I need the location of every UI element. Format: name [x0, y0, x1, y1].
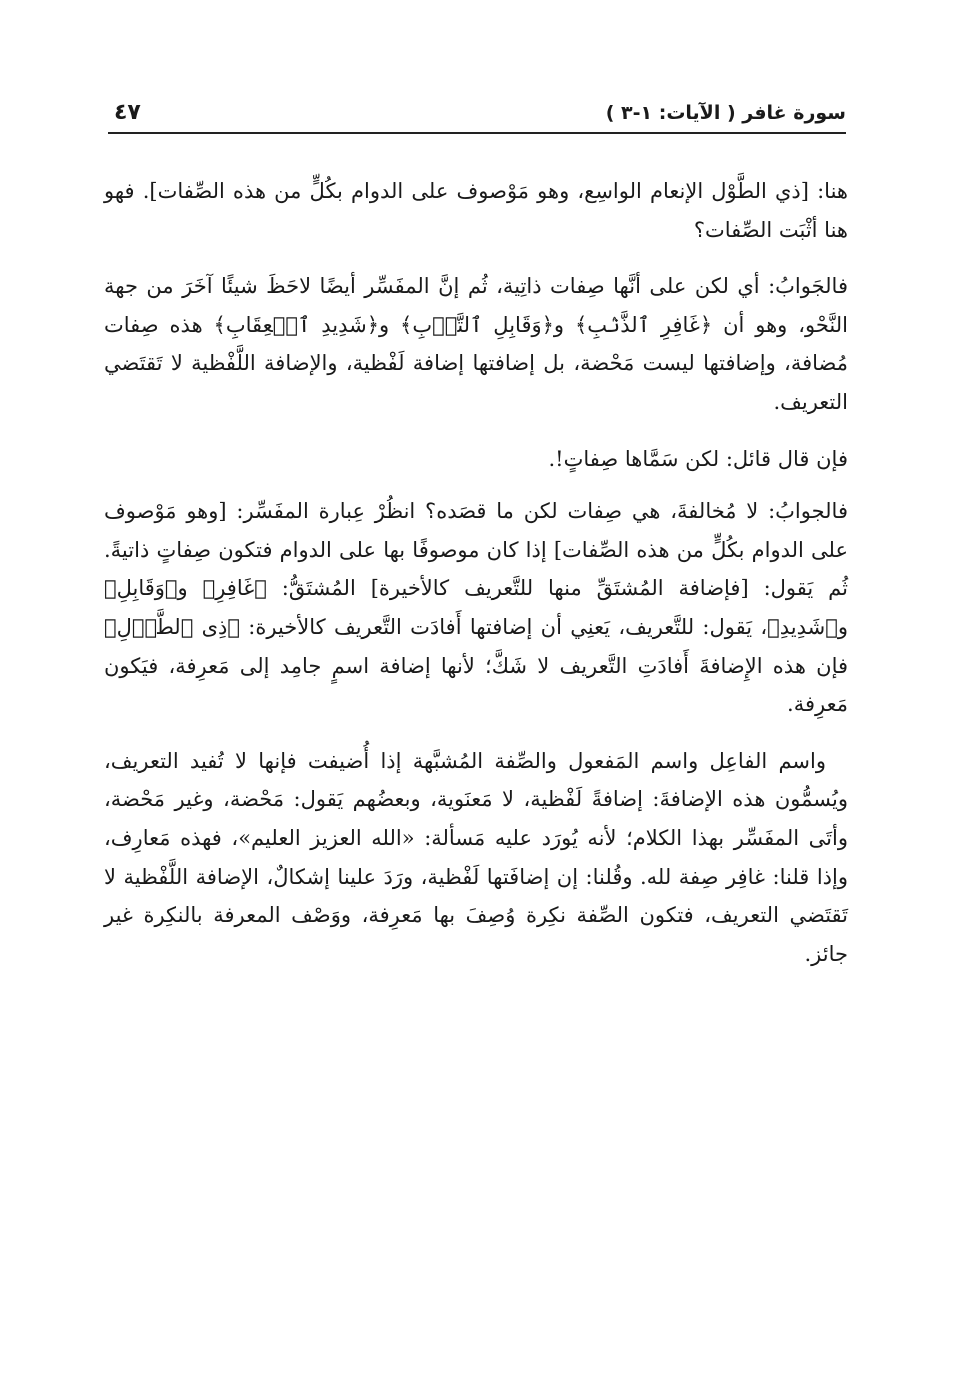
paragraph: فإن قال قائل: لكن سَمَّاها صِفاتٍ!. [548, 446, 848, 471]
paragraph: فالجوابُ: لا مُخالفةَ، هي صِفات لكن ما قصَده؟ انظُرْ عِبارة المفَسِّر: [وهو مَوْصوف على الدوام بكُلٍّ من هذه الصِّفات] إذا كان موصوفًا بها على الدوام فتكون صِفاتٍ ذاتيةً. ثُم يَقول: [فإضافة المُشتَقِّ منها للتَّعريف كالأخيرة] المُشتَقُّ: ﴿غَافِرِ﴾ و﴿وَقَابِلِ﴾ و﴿شَدِيدِ﴾، يَقول: للتَّعريف، يَعنِي أن إضافتها أَفادَت التَّعريف كالأخيرة: ﴿ذِى ٱلطَّوۡلِ﴾ فإن هذه الإِضافةَ أَفادَتِ التَّعريف لا شَكَّ؛ لأنها إضافة اسمٍ جامِد إلى مَعرِفة، فيَكون مَعرِفة. [104, 499, 848, 717]
body-text [104, 172, 848, 973]
paragraph: هنا: [ذي الطَّوْل الإنعام الواسِع، وهو مَوْصوف على الدوام بكُلٍّ من هذه الصِّفات]. فهو هنا أثْبَت الصِّفات؟ [104, 179, 848, 242]
running-header [108, 100, 846, 134]
paragraph: واسم الفاعِل واسم المَفعول والصِّفة المُشبَّهة إذا أُضيفت فإنها لا تُفيد التعريف، ويُسمُّون هذه الإضافةَ: إضافةً لَفْظية، لا مَعنَوية، وبعضُهم يَقول: مَحْضة، وغير مَحْضة، وأتَى المفَسِّر بهذا الكلام؛ لأنه يُورَد عليه مَسألة: «الله العزيز العليم»، فهذه مَعارِف، وإذا قلنا: غافِر صِفة لله. وقُلنا: إن إضافَتها لَفْظية، ورَدَ علينا إشكالٌ، الإضافة اللَّفْظية لا تَقتَضي التعريف، فتكون الصِّفة نكِرة وُصِفَ بها مَعرِفة، ووَصْف المعرفة بالنكِرة غير جائز. [104, 748, 848, 966]
page-number: ٤٧ [114, 100, 141, 125]
paragraph: فالجَوابُ: أي لكن على أنَّها صِفات ذاتِية، ثُم إنَّ المفَسِّر أيضًا لاحَظَ شيئًا آخَرَ من جهة النَّحْو، وهو أن ﴿غَافِرِ ٱلذَّنۢبِ﴾ و﴿وَقَابِلِ ٱلتَّوۡبِ﴾ و﴿شَدِيدِ ٱلۡعِقَابِ﴾ هذه صِفات مُضافة، وإضافتها ليست مَحْضة، بل إضافتها إضافة لَفْظية، والإضافة اللَّفْظية لا تَقتَضي التعريف. [104, 274, 848, 414]
surah-title: سورة غافر ( الآيات: ١-٣ ) [605, 102, 846, 124]
